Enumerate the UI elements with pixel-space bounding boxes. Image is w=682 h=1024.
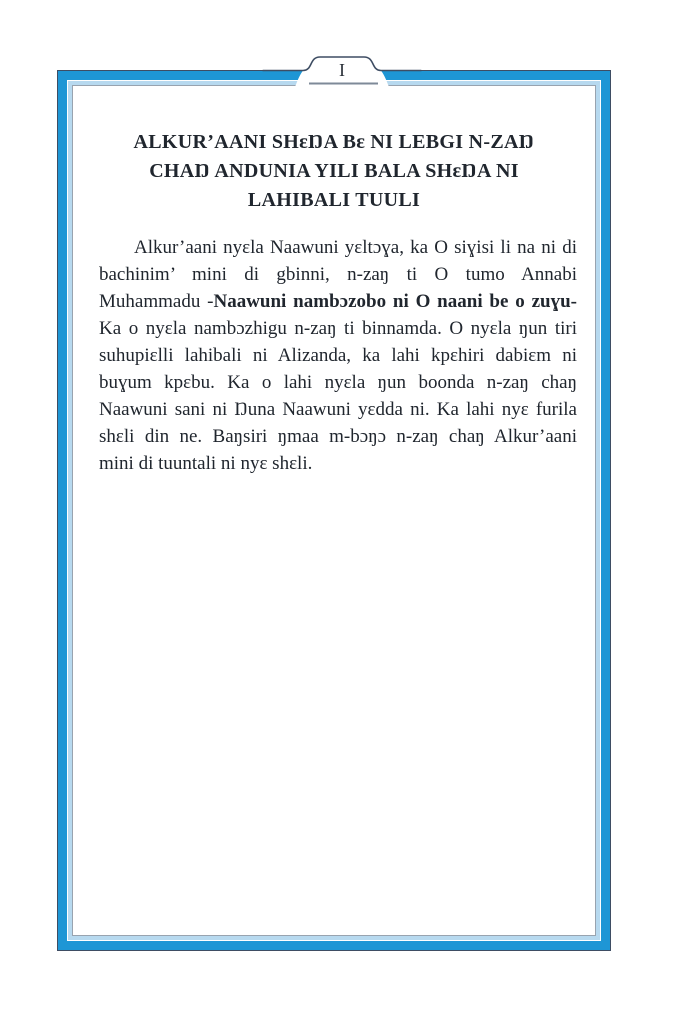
page-content-area xyxy=(72,85,596,936)
title-line: ALKUR’AANI SHɛŊA Bɛ NI LEBGI N-ZAŊ xyxy=(133,131,535,153)
text-segment: Naawuni sani ni Ŋuna Naawuni yɛdda ni. Ka lahi nyɛ furila xyxy=(99,399,577,420)
text-segment: Muhammadu - xyxy=(99,291,214,312)
body-paragraph xyxy=(99,234,577,477)
title-line: CHAŊ ANDUNIA YILI BALA SHɛŊA NI xyxy=(149,160,519,182)
bold-text-segment: Naawuni nambɔzobo ni O naani be o zuɣu- xyxy=(213,291,577,312)
text-segment: Alkur’aani nyɛla Naawuni yɛltɔɣa, ka O siɣisi li na ni di xyxy=(134,237,577,258)
text-segment: buɣum kpɛbu. Ka o lahi nyɛla ŋun boonda n-zaŋ chaŋ xyxy=(99,372,577,393)
body-line xyxy=(99,369,577,396)
page-number: I xyxy=(339,60,345,80)
body-line xyxy=(99,288,577,315)
body-line xyxy=(99,315,577,342)
body-line xyxy=(99,450,577,477)
body-line xyxy=(99,423,577,450)
text-segment: shɛli din ne. Baŋsiri ŋmaa m-bɔŋɔ n-zaŋ chaŋ Alkur’aani xyxy=(99,426,577,447)
body-line xyxy=(99,342,577,369)
page-title xyxy=(83,128,585,215)
body-line xyxy=(99,396,577,423)
text-segment: bachinim’ mini di gbinni, n-zaŋ ti O tumo Annabi xyxy=(99,264,577,285)
page-frame xyxy=(57,70,611,951)
title-line: LAHIBALI TUULI xyxy=(247,189,421,211)
text-segment: Ka o nyɛla nambɔzhigu n-zaŋ ti binnamda. O nyɛla ŋun tiri xyxy=(99,318,577,339)
text-segment: mini di tuuntali ni nyɛ shɛli. xyxy=(99,453,313,474)
body-line xyxy=(99,234,577,261)
body-line xyxy=(99,261,577,288)
text-segment: suhupiɛlli lahibali ni Alizanda, ka lahi kpɛhiri dabiɛm ni xyxy=(99,345,577,366)
